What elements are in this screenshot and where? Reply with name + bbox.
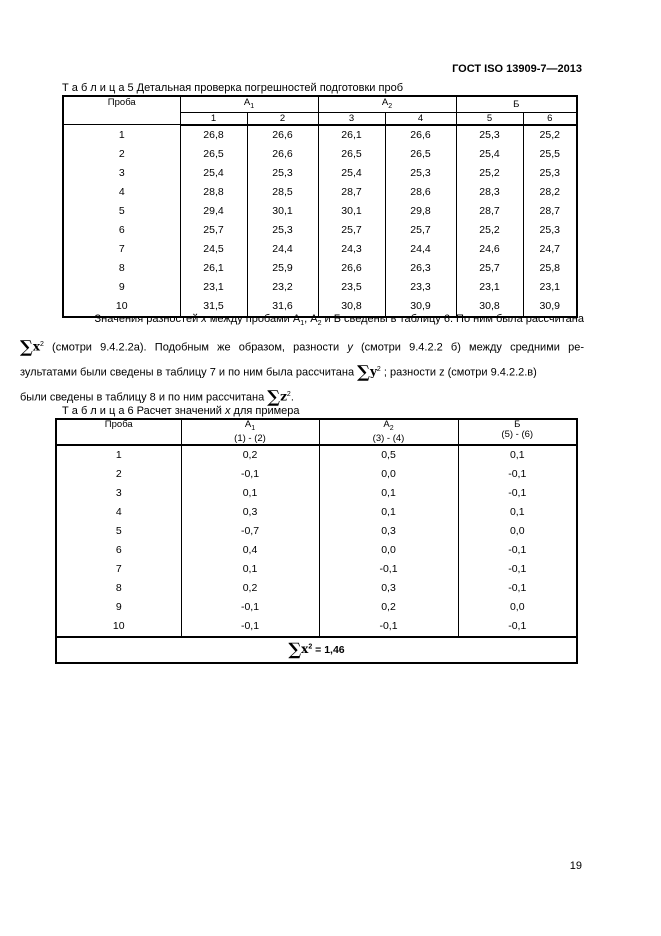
table6-cell: 0,1 <box>181 484 319 503</box>
table5-row <box>63 259 577 278</box>
table6-row <box>56 541 577 560</box>
table5-row <box>63 145 577 164</box>
table6-cell: -0,1 <box>319 617 458 637</box>
table5-cell: 24,7 <box>523 240 577 259</box>
table6-cell: 9 <box>56 598 181 617</box>
table6-cell: 0,2 <box>181 445 319 465</box>
table5-cell: 25,4 <box>456 145 523 164</box>
table5-subcol: 5 <box>456 112 523 125</box>
table5-row <box>63 240 577 259</box>
sum-symbol: ∑ <box>288 639 302 660</box>
table5-cell: 25,3 <box>523 164 577 183</box>
table5-subcol: 1 <box>180 112 247 125</box>
table6-cell: 0,0 <box>319 541 458 560</box>
page-number: 19 <box>569 860 582 872</box>
table5-subcol: 3 <box>318 112 385 125</box>
document-id: ГОСТ ISO 13909-7—2013 <box>452 63 582 75</box>
table6-row <box>56 465 577 484</box>
table5-cell: 7 <box>63 240 180 259</box>
table5-cell: 25,7 <box>318 221 385 240</box>
paragraph-line-1: Значения разностей x между пробами $А_1$, $А_2$ и Б сведены в таблицу 6. По ним была рассчитана <box>94 313 584 328</box>
table5-cell: 25,8 <box>523 259 577 278</box>
table5-cell: 26,6 <box>247 145 318 164</box>
table6-row <box>56 484 577 503</box>
table5-row <box>63 278 577 297</box>
table6-col-a2: $А_2$ (3) - (4) <box>319 419 458 445</box>
table5-cell: 26,8 <box>180 125 247 145</box>
table5-group-a1: $А_1$ <box>180 96 318 112</box>
table5-header-row <box>63 96 577 112</box>
table6-cell: 0,3 <box>181 503 319 522</box>
paragraph-line-4: были сведены в таблицу 8 и по ним рассчитана $\sum z^2$. <box>20 387 294 408</box>
table6-cell: -0,1 <box>319 560 458 579</box>
table5-cell: 25,4 <box>180 164 247 183</box>
table5 <box>62 95 578 318</box>
table6 <box>55 418 578 664</box>
table6-row <box>56 598 577 617</box>
table5-cell: 25,9 <box>247 259 318 278</box>
table5-cell: 26,1 <box>180 259 247 278</box>
table6-cell: -0,1 <box>458 465 577 484</box>
table6-cell: 0,3 <box>319 522 458 541</box>
table5-cell: 6 <box>63 221 180 240</box>
table6-total-row <box>56 637 577 663</box>
table5-cell: 30,1 <box>247 202 318 221</box>
table6-cell: 0,1 <box>181 560 319 579</box>
table5-cell: 24,3 <box>318 240 385 259</box>
table5-group-b: Б <box>456 96 577 112</box>
table5-group-a2: $А_2$ <box>318 96 456 112</box>
table6-cell: 0,5 <box>319 445 458 465</box>
table6-cell: -0,1 <box>458 579 577 598</box>
table5-cell: 30,1 <box>318 202 385 221</box>
table5-cell: 23,1 <box>523 278 577 297</box>
table5-cell: 25,7 <box>180 221 247 240</box>
table5-cell: 30,9 <box>523 297 577 317</box>
table6-cell: -0,1 <box>458 541 577 560</box>
table6-caption: Т а б л и ц а 6 Расчет значений x для примера <box>62 405 300 417</box>
explanation-paragraph <box>20 309 584 408</box>
table6-cell: -0,1 <box>181 465 319 484</box>
table5-cell: 25,3 <box>523 221 577 240</box>
table6-col-a1: $А_1$ (1) - (2) <box>181 419 319 445</box>
table6-cell: 0,2 <box>181 579 319 598</box>
table6-cell: 3 <box>56 484 181 503</box>
table5-cell: 28,8 <box>180 183 247 202</box>
table5-cell: 29,4 <box>180 202 247 221</box>
table5-cell: 24,4 <box>247 240 318 259</box>
sum-symbol: ∑ <box>20 337 33 358</box>
table5-cell: 2 <box>63 145 180 164</box>
table6-row <box>56 579 577 598</box>
table5-cell: 25,4 <box>318 164 385 183</box>
table6-col-b: Б (5) - (6) <box>458 419 577 445</box>
table5-cell: 25,2 <box>523 125 577 145</box>
table5-cell: 28,2 <box>523 183 577 202</box>
table5-caption: Т а б л и ц а 5 Детальная проверка погрешностей подготовки проб <box>62 82 403 94</box>
table6-cell: 0,1 <box>458 503 577 522</box>
table6-cell: -0,7 <box>181 522 319 541</box>
table5-cell: 24,4 <box>385 240 456 259</box>
table6-cell: 0,2 <box>319 598 458 617</box>
table6-cell: 4 <box>56 503 181 522</box>
table6-cell: -0,1 <box>181 598 319 617</box>
table6-cell: -0,1 <box>181 617 319 637</box>
table5-cell: 23,2 <box>247 278 318 297</box>
table6-cell: 6 <box>56 541 181 560</box>
table5-cell: 26,6 <box>385 125 456 145</box>
paragraph-line-3: зультатами были сведены в таблицу 7 и по ним была рассчитана $\sum y^2$ ; разности z (смотри 9.4.2.2.в) <box>20 362 537 383</box>
table5-row <box>63 202 577 221</box>
table5-cell: 10 <box>63 297 180 317</box>
table5-cell: 23,1 <box>180 278 247 297</box>
table5-cell: 3 <box>63 164 180 183</box>
table5-cell: 23,5 <box>318 278 385 297</box>
table5-cell: 25,2 <box>456 221 523 240</box>
table6-cell: 5 <box>56 522 181 541</box>
table5-cell: 25,2 <box>456 164 523 183</box>
table5-cell: 26,6 <box>247 125 318 145</box>
table5-cell: 26,3 <box>385 259 456 278</box>
table5-cell: 29,8 <box>385 202 456 221</box>
table6-cell: 7 <box>56 560 181 579</box>
table5-cell: 26,6 <box>318 259 385 278</box>
table6-cell: -0,1 <box>458 617 577 637</box>
table6-header-row <box>56 419 577 445</box>
table6-cell: 0,0 <box>319 465 458 484</box>
table6-total: $\sum x^2 = 1,46$ <box>56 637 577 663</box>
table5-cell: 23,1 <box>456 278 523 297</box>
sum-symbol: ∑ <box>357 362 370 383</box>
table5-cell: 24,5 <box>180 240 247 259</box>
table5-cell: 25,7 <box>456 259 523 278</box>
paragraph-line-2: $\sum x^2$ (смотри 9.4.2.2а). Подобным же образом, разности y (смотри 9.4.2.2 б) между средними ре- <box>20 337 584 358</box>
table6-cell: -0,1 <box>458 484 577 503</box>
table5-cell: 31,5 <box>180 297 247 317</box>
table5-cell: 25,3 <box>385 164 456 183</box>
table5-cell: 26,1 <box>318 125 385 145</box>
table5-row <box>63 164 577 183</box>
table5-cell: 26,5 <box>318 145 385 164</box>
table5-subcol: 4 <box>385 112 456 125</box>
table5-cell: 30,8 <box>456 297 523 317</box>
table6-cell: 0,1 <box>458 445 577 465</box>
table5-cell: 26,5 <box>180 145 247 164</box>
table5-cell: 31,6 <box>247 297 318 317</box>
table6-row <box>56 560 577 579</box>
table5-cell: 30,9 <box>385 297 456 317</box>
table5-row <box>63 221 577 240</box>
table5-cell: 28,3 <box>456 183 523 202</box>
table5-cell: 28,7 <box>318 183 385 202</box>
table6-cell: 0,4 <box>181 541 319 560</box>
table5-cell: 28,7 <box>523 202 577 221</box>
table5-cell: 25,3 <box>247 221 318 240</box>
table6-row <box>56 445 577 465</box>
table6-row <box>56 503 577 522</box>
table6-cell: 1 <box>56 445 181 465</box>
table6-cell: 0,1 <box>319 503 458 522</box>
table6-cell: 10 <box>56 617 181 637</box>
table5-cell: 1 <box>63 125 180 145</box>
table5-cell: 30,8 <box>318 297 385 317</box>
table6-row <box>56 522 577 541</box>
table5-row <box>63 125 577 145</box>
table6-cell: 0,0 <box>458 598 577 617</box>
table5-cell: 8 <box>63 259 180 278</box>
table6-col-probe: Проба <box>56 419 181 445</box>
table5-subcol: 2 <box>247 112 318 125</box>
table5-row <box>63 183 577 202</box>
table5-cell: 26,5 <box>385 145 456 164</box>
table5-cell: 23,3 <box>385 278 456 297</box>
table5-cell: 4 <box>63 183 180 202</box>
table5-cell: 28,6 <box>385 183 456 202</box>
table5-cell: 24,6 <box>456 240 523 259</box>
table6-cell: 8 <box>56 579 181 598</box>
table6-cell: 0,3 <box>319 579 458 598</box>
table6-row <box>56 617 577 637</box>
table6-cell: 0,1 <box>319 484 458 503</box>
table5-cell: 9 <box>63 278 180 297</box>
table5-cell: 28,5 <box>247 183 318 202</box>
table6-cell: -0,1 <box>458 560 577 579</box>
table5-subcol: 6 <box>523 112 577 125</box>
sum-symbol: ∑ <box>267 387 281 408</box>
table5-cell: 25,5 <box>523 145 577 164</box>
table5-cell: 5 <box>63 202 180 221</box>
table5-cell: 28,7 <box>456 202 523 221</box>
table5-cell: 25,3 <box>456 125 523 145</box>
table6-cell: 0,0 <box>458 522 577 541</box>
table5-cell: 25,7 <box>385 221 456 240</box>
table5-col-probe: Проба <box>63 96 180 125</box>
table5-cell: 25,3 <box>247 164 318 183</box>
table6-cell: 2 <box>56 465 181 484</box>
